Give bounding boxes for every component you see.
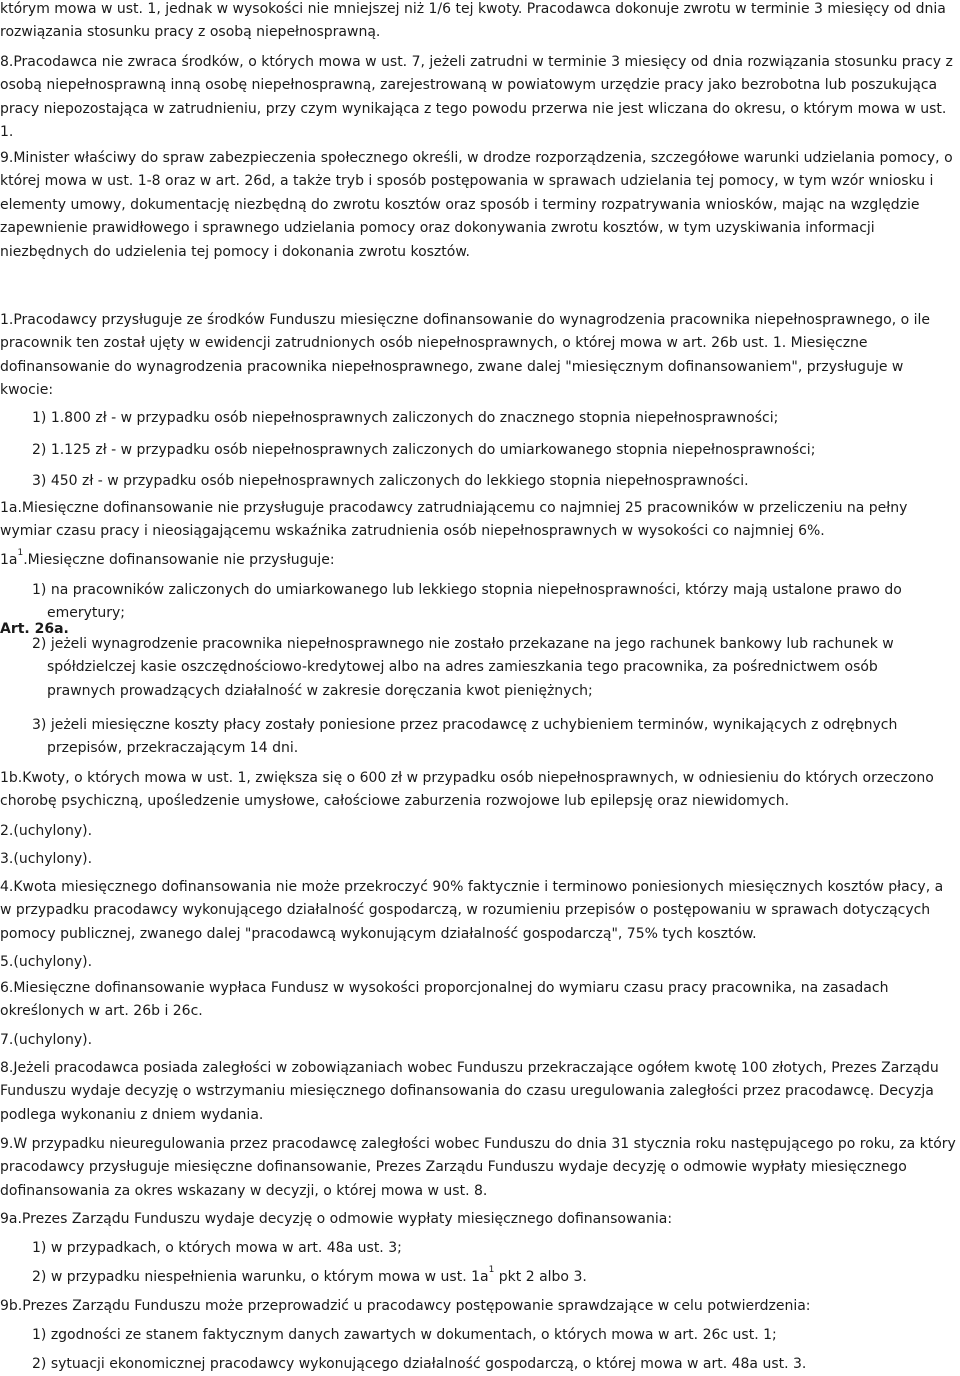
article-ust-1b: 1b.Kwoty, o których mowa w ust. 1, zwiększa się o 600 zł w przypadku osób niepełnosprawnych, w odniesieniu do których orzeczono chorobę psychiczną, upośledzenie umysłowe, całościowe zaburzenia rozwojowe lub epilepsję oraz niewidomych. [0, 770, 934, 810]
article-ust-5: 5.(uchylony). [0, 954, 93, 970]
article-ust-8: 8.Jeżeli pracodawca posiada zaległości w zobowiązaniach wobec Funduszu przekraczające ogółem kwotę 100 złotych, Prezes Zarządu Funduszu wydaje decyzję o wstrzymaniu miesięcznego dofinansowania do czasu uregulowania zaległości przez pracodawcę. Decyzja podlega wykonaniu z dniem wydania. [0, 1060, 939, 1123]
list-item-text: 2) w przypadku niespełnienia warunku, o którym mowa w ust. 1a [32, 1269, 489, 1285]
superscript: 1 [17, 548, 24, 558]
article-ust-3: 3.(uchylony). [0, 851, 93, 867]
article-ust-4: 4.Kwota miesięcznego dofinansowania nie może przekroczyć 90% faktycznie i terminowo poniesionych miesięcznych kosztów płacy, a w przypadku pracodawcy wykonującego działalność gospodarczą, w rozumieniu przepisów o postępowaniu w sprawach dotyczących pomocy publicznej, zwanego dalej "pracodawcą wykonującym działalność gospodarczą", 75% tych kosztów. [0, 879, 944, 942]
ust-number: 1a [0, 552, 18, 568]
list-item: 2) 1.125 zł - w przypadku osób niepełnosprawnych zaliczonych do umiarkowanego stopnia niepełnosprawności; [32, 442, 816, 458]
list-item [32, 579, 947, 626]
list-item: 3) 450 zł - w przypadku osób niepełnosprawnych zaliczonych do lekkiego stopnia niepełnosprawności. [32, 473, 749, 489]
list-item: 1) w przypadkach, o których mowa w art. 48a ust. 3; [32, 1240, 402, 1256]
paragraph-ust-9: 9.Minister właściwy do spraw zabezpieczenia społecznego określi, w drodze rozporządzenia, szczegółowe warunki udzielania pomocy, o której mowa w ust. 1-8 oraz w art. 26d, a także tryb i sposób postępowania w sprawach udzielania tej pomocy, w tym wzór wniosku i elementy umowy, dokumentację niezbędną do zwrotu kosztów oraz sposób i terminy rozpatrywania wniosków, mając na względzie zapewnienie prawidłowego i sprawnego udzielania pomocy oraz dokonywania zwrotu kosztów, w tym uzyskiwania informacji niezbędnych do udzielenia tej pomocy i dokonania zwrotu kosztów. [0, 150, 953, 260]
article-ust-6: 6.Miesięczne dofinansowanie wypłaca Fundusz w wysokości proporcjonalnej do wymiaru czasu pracy pracownika, na zasadach określonych w art. 26b i 26c. [0, 980, 889, 1020]
ust-text: .Miesięczne dofinansowanie nie przysługuje: [23, 552, 335, 568]
article-ust-7: 7.(uchylony). [0, 1032, 93, 1048]
article-ust-2: 2.(uchylony). [0, 823, 93, 839]
list-item-text: 2) jeżeli wynagrodzenie pracownika niepełnosprawnego nie zostało przekazane na jego rachunek bankowy lub rachunek w spółdzielczej kasie oszczędnościowo-kredytowej albo na adres zamieszkania tego pracownika, za pośrednictwem osób prawnych prowadzących działalność w zakresie doręczania kwot pieniężnych; [32, 636, 894, 699]
article-ust-9: 9.W przypadku nieuregulowania przez pracodawcę zaległości wobec Funduszu do dnia 31 stycznia roku następującego po roku, za który pracodawcy przysługuje miesięczne dofinansowanie, Prezes Zarządu Funduszu wydaje decyzję o odmowie wypłaty miesięcznego dofinansowania za okres wskazany w decyzji, o której mowa w ust. 8. [0, 1136, 956, 1199]
list-item [32, 714, 947, 761]
article-ust-9b: 9b.Prezes Zarządu Funduszu może przeprowadzić u pracodawcy postępowanie sprawdzające w celu potwierdzenia: [0, 1298, 811, 1314]
list-item-text: 3) jeżeli miesięczne koszty płacy zostały poniesione przez pracodawcę z uchybieniem terminów, wynikających z odrębnych przepisów, przekraczającym 14 dni. [32, 717, 898, 757]
list-item-text: 1) na pracowników zaliczonych do umiarkowanego lub lekkiego stopnia niepełnosprawności, którzy mają ustalone prawo do emerytury; [32, 582, 902, 622]
article-heading: Art. 26a. [0, 621, 69, 637]
list-item [32, 633, 947, 703]
list-item: 2) sytuacji ekonomicznej pracodawcy wykonującego działalność gospodarczą, o której mowa w art. 48a ust. 3. [32, 1356, 807, 1372]
list-item-text: pkt 2 albo 3. [494, 1269, 587, 1285]
article-ust-9a: 9a.Prezes Zarządu Funduszu wydaje decyzję o odmowie wypłaty miesięcznego dofinansowania: [0, 1211, 673, 1227]
list-item: 1) zgodności ze stanem faktycznym danych zawartych w dokumentach, o których mowa w art. 26c ust. 1; [32, 1327, 777, 1343]
article-ust-1: 1.Pracodawcy przysługuje ze środków Funduszu miesięczne dofinansowanie do wynagrodzenia pracownika niepełnosprawnego, o ile pracownik ten został ujęty w ewidencji zatrudnionych osób niepełnosprawnych, o której mowa w art. 26b ust. 1. Miesięczne dofinansowanie do wynagrodzenia pracownika niepełnosprawnego, zwane dalej "miesięcznym dofinansowaniem", przysługuje w kwocie: [0, 312, 931, 399]
paragraph-continuation: którym mowa w ust. 1, jednak w wysokości nie mniejszej niż 1/6 tej kwoty. Pracodawca dokonuje zwrotu w terminie 3 miesięcy od dnia rozwiązania stosunku pracy z osobą niepełnosprawną. [0, 1, 946, 41]
paragraph-ust-8: 8.Pracodawca nie zwraca środków, o których mowa w ust. 7, jeżeli zatrudni w terminie 3 miesięcy od dnia rozwiązania stosunku pracy z osobą niepełnosprawną inną osobę niepełnosprawną, zarejestrowaną w powiatowym urzędzie pracy jako bezrobotna lub poszukująca pracy niepozostająca w zatrudnieniu, przy czym wynikająca z tego powodu przerwa nie jest wliczana do okresu, o którym mowa w ust. 1. [0, 54, 953, 141]
list-item [32, 1266, 947, 1289]
list-item: 1) 1.800 zł - w przypadku osób niepełnosprawnych zaliczonych do znacznego stopnia niepełnosprawności; [32, 410, 779, 426]
superscript: 1 [488, 1265, 495, 1275]
article-ust-1a: 1a.Miesięczne dofinansowanie nie przysługuje pracodawcy zatrudniającemu co najmniej 25 pracowników w przeliczeniu na pełny wymiar czasu pracy i nieosiągającemu wskaźnika zatrudnienia osób niepełnosprawnych w wysokości co najmniej 6%. [0, 500, 908, 540]
article-ust-1a1 [0, 549, 958, 572]
